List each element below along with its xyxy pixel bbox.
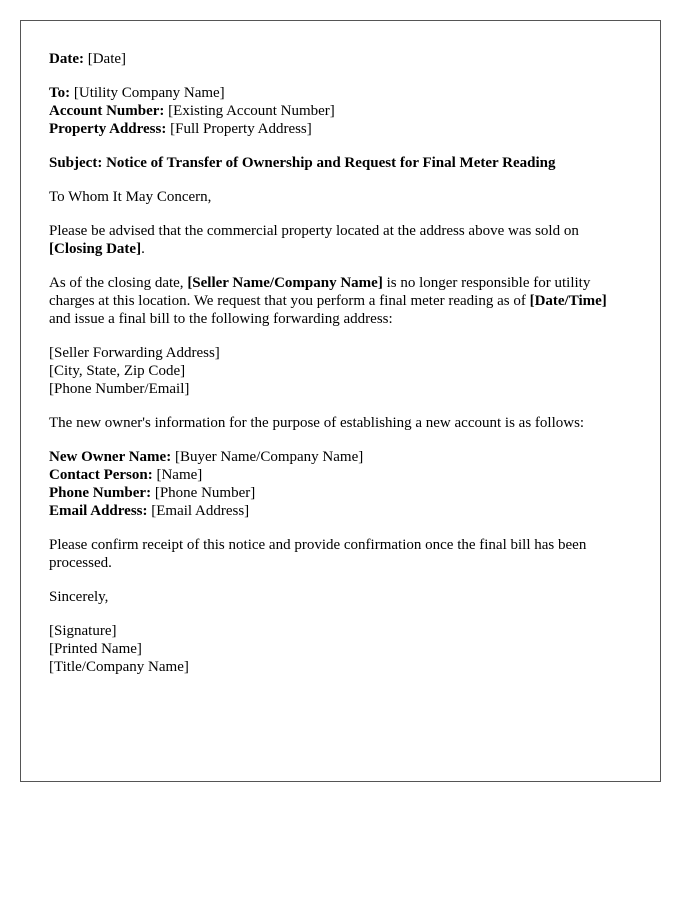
signature-block: [Signature] [Printed Name] [Title/Company Name] bbox=[49, 623, 189, 675]
paragraph-final-reading: As of the closing date, [Seller Name/Company Name] is no longer responsible for utility charges at this location. We request that you perform a final meter reading as of [Date/Time] and issue a final bill to the following forwarding address: bbox=[49, 275, 607, 327]
paragraph-sale: Please be advised that the commercial property located at the address above was sold on [Closing Date]. bbox=[49, 223, 579, 257]
paragraph-new-owner: The new owner's information for the purpose of establishing a new account is as follows: bbox=[49, 415, 585, 431]
new-owner-block: New Owner Name: [Buyer Name/Company Name] Contact Person: [Name] Phone Number: [Phone Number] Email Address: [Email Address] bbox=[49, 449, 364, 519]
date-line: Date: [Date] bbox=[49, 51, 127, 67]
paragraph-confirm: Please confirm receipt of this notice and provide confirmation once the final bill has been processed. bbox=[49, 537, 587, 571]
subject-line: Subject: Notice of Transfer of Ownership and Request for Final Meter Reading bbox=[49, 155, 556, 171]
letter bbox=[20, 20, 661, 782]
salutation: To Whom It May Concern, bbox=[49, 189, 212, 205]
forwarding-address: [Seller Forwarding Address] [City, State, Zip Code] [Phone Number/Email] bbox=[49, 345, 220, 397]
recipient-block: To: [Utility Company Name] Account Number: [Existing Account Number] Property Address: [Full Property Address] bbox=[49, 85, 335, 137]
closing: Sincerely, bbox=[49, 589, 109, 605]
